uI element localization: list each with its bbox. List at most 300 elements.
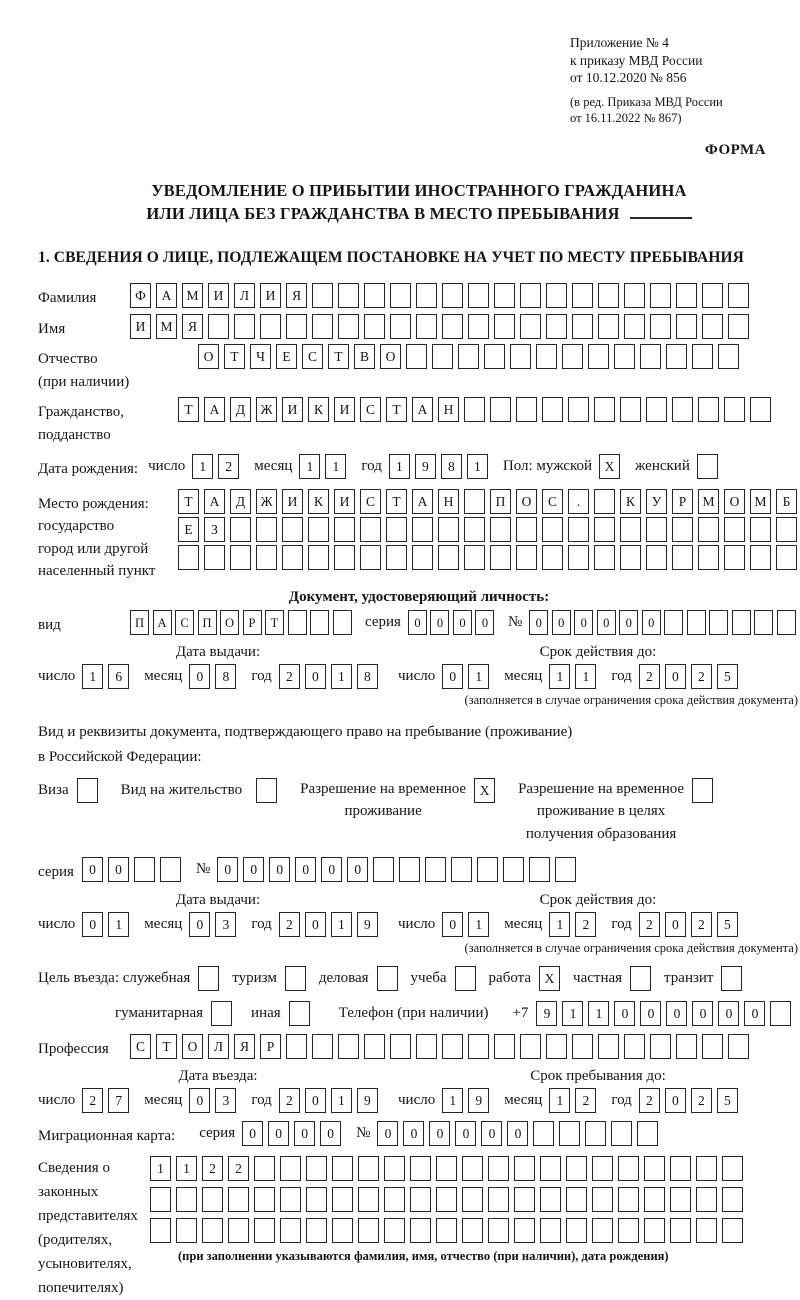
form-cell[interactable]: М bbox=[750, 489, 771, 514]
form-cell[interactable]: Н bbox=[438, 397, 459, 422]
form-cell[interactable] bbox=[462, 1218, 483, 1243]
form-cell[interactable]: 0 bbox=[294, 1121, 315, 1146]
form-cell[interactable]: 0 bbox=[744, 1001, 765, 1026]
form-cell[interactable] bbox=[516, 517, 537, 542]
form-cell[interactable] bbox=[468, 314, 489, 339]
form-cell[interactable] bbox=[384, 1156, 405, 1181]
form-cell[interactable] bbox=[542, 545, 563, 570]
form-cell[interactable]: 9 bbox=[536, 1001, 557, 1026]
form-cell[interactable]: Л bbox=[234, 283, 255, 308]
form-cell[interactable] bbox=[332, 1156, 353, 1181]
form-cell[interactable] bbox=[410, 1156, 431, 1181]
form-cell[interactable] bbox=[721, 966, 742, 991]
form-cell[interactable]: Р bbox=[260, 1034, 281, 1059]
form-cell[interactable] bbox=[598, 314, 619, 339]
form-cell[interactable] bbox=[234, 314, 255, 339]
form-cell[interactable]: 0 bbox=[321, 857, 342, 882]
form-cell[interactable] bbox=[722, 1156, 743, 1181]
form-cell[interactable]: 0 bbox=[269, 857, 290, 882]
form-cell[interactable]: С bbox=[175, 610, 194, 635]
form-cell[interactable]: 7 bbox=[108, 1088, 129, 1113]
form-cell[interactable] bbox=[306, 1187, 327, 1212]
form-cell[interactable] bbox=[332, 1218, 353, 1243]
form-cell[interactable] bbox=[390, 1034, 411, 1059]
form-cell[interactable] bbox=[594, 397, 615, 422]
form-cell[interactable] bbox=[254, 1187, 275, 1212]
form-cell[interactable] bbox=[592, 1218, 613, 1243]
form-cell[interactable] bbox=[676, 1034, 697, 1059]
form-cell[interactable]: Б bbox=[776, 489, 797, 514]
form-cell[interactable] bbox=[724, 545, 745, 570]
form-cell[interactable]: 0 bbox=[408, 610, 427, 635]
form-cell[interactable] bbox=[520, 1034, 541, 1059]
form-cell[interactable]: 3 bbox=[215, 1088, 236, 1113]
form-cell[interactable] bbox=[698, 517, 719, 542]
form-cell[interactable] bbox=[722, 1187, 743, 1212]
form-cell[interactable]: И bbox=[130, 314, 151, 339]
form-cell[interactable] bbox=[562, 344, 583, 369]
form-cell[interactable] bbox=[390, 283, 411, 308]
form-cell[interactable]: А bbox=[204, 489, 225, 514]
form-cell[interactable] bbox=[488, 1218, 509, 1243]
form-cell[interactable] bbox=[566, 1156, 587, 1181]
form-cell[interactable]: 0 bbox=[295, 857, 316, 882]
form-cell[interactable] bbox=[594, 489, 615, 514]
form-cell[interactable] bbox=[289, 1001, 310, 1026]
form-cell[interactable]: X bbox=[539, 966, 560, 991]
form-cell[interactable] bbox=[572, 1034, 593, 1059]
form-cell[interactable]: О bbox=[724, 489, 745, 514]
form-cell[interactable] bbox=[728, 1034, 749, 1059]
form-cell[interactable]: 2 bbox=[639, 1088, 660, 1113]
form-cell[interactable]: Я bbox=[234, 1034, 255, 1059]
form-cell[interactable]: 0 bbox=[442, 912, 463, 937]
form-cell[interactable]: 1 bbox=[389, 454, 410, 479]
form-cell[interactable]: 0 bbox=[481, 1121, 502, 1146]
form-cell[interactable] bbox=[230, 517, 251, 542]
form-cell[interactable] bbox=[687, 610, 706, 635]
form-cell[interactable]: 1 bbox=[588, 1001, 609, 1026]
form-cell[interactable]: 0 bbox=[243, 857, 264, 882]
form-cell[interactable] bbox=[150, 1218, 171, 1243]
form-cell[interactable]: 0 bbox=[666, 1001, 687, 1026]
form-cell[interactable] bbox=[696, 1218, 717, 1243]
form-cell[interactable]: Т bbox=[328, 344, 349, 369]
form-cell[interactable]: 0 bbox=[597, 610, 616, 635]
form-cell[interactable] bbox=[312, 1034, 333, 1059]
form-cell[interactable] bbox=[520, 314, 541, 339]
form-cell[interactable] bbox=[624, 283, 645, 308]
form-cell[interactable] bbox=[462, 1187, 483, 1212]
form-cell[interactable]: 1 bbox=[82, 664, 103, 689]
form-cell[interactable]: Д bbox=[230, 489, 251, 514]
form-cell[interactable]: О bbox=[516, 489, 537, 514]
form-cell[interactable] bbox=[150, 1187, 171, 1212]
form-cell[interactable] bbox=[754, 610, 773, 635]
form-cell[interactable]: 0 bbox=[347, 857, 368, 882]
form-cell[interactable] bbox=[386, 517, 407, 542]
form-cell[interactable] bbox=[436, 1156, 457, 1181]
form-cell[interactable]: У bbox=[646, 489, 667, 514]
form-cell[interactable]: О bbox=[380, 344, 401, 369]
form-cell[interactable]: А bbox=[412, 489, 433, 514]
form-cell[interactable]: 3 bbox=[215, 912, 236, 937]
form-cell[interactable] bbox=[211, 1001, 232, 1026]
form-cell[interactable]: М bbox=[156, 314, 177, 339]
form-cell[interactable] bbox=[202, 1218, 223, 1243]
form-cell[interactable] bbox=[516, 397, 537, 422]
form-cell[interactable] bbox=[410, 1218, 431, 1243]
form-cell[interactable] bbox=[698, 397, 719, 422]
form-cell[interactable] bbox=[285, 966, 306, 991]
form-cell[interactable]: 2 bbox=[279, 912, 300, 937]
form-cell[interactable]: 1 bbox=[176, 1156, 197, 1181]
form-cell[interactable] bbox=[410, 1187, 431, 1212]
form-cell[interactable] bbox=[568, 397, 589, 422]
form-cell[interactable] bbox=[477, 857, 498, 882]
form-cell[interactable]: П bbox=[198, 610, 217, 635]
form-cell[interactable]: 1 bbox=[150, 1156, 171, 1181]
form-cell[interactable]: 0 bbox=[665, 664, 686, 689]
form-cell[interactable] bbox=[516, 545, 537, 570]
form-cell[interactable] bbox=[312, 283, 333, 308]
form-cell[interactable] bbox=[624, 1034, 645, 1059]
form-cell[interactable] bbox=[178, 545, 199, 570]
form-cell[interactable] bbox=[676, 314, 697, 339]
form-cell[interactable] bbox=[594, 545, 615, 570]
form-cell[interactable] bbox=[702, 1034, 723, 1059]
form-cell[interactable] bbox=[644, 1187, 665, 1212]
form-cell[interactable] bbox=[306, 1156, 327, 1181]
form-cell[interactable] bbox=[134, 857, 155, 882]
form-cell[interactable] bbox=[718, 344, 739, 369]
form-cell[interactable]: 0 bbox=[614, 1001, 635, 1026]
form-cell[interactable] bbox=[438, 517, 459, 542]
form-cell[interactable] bbox=[412, 517, 433, 542]
form-cell[interactable] bbox=[594, 517, 615, 542]
form-cell[interactable] bbox=[160, 857, 181, 882]
form-cell[interactable] bbox=[202, 1187, 223, 1212]
form-cell[interactable]: 0 bbox=[305, 912, 326, 937]
form-cell[interactable] bbox=[650, 1034, 671, 1059]
form-cell[interactable] bbox=[672, 397, 693, 422]
form-cell[interactable]: 1 bbox=[549, 912, 570, 937]
form-cell[interactable]: 2 bbox=[82, 1088, 103, 1113]
form-cell[interactable] bbox=[442, 283, 463, 308]
form-cell[interactable] bbox=[490, 545, 511, 570]
form-cell[interactable] bbox=[732, 610, 751, 635]
form-cell[interactable] bbox=[672, 545, 693, 570]
form-cell[interactable] bbox=[334, 545, 355, 570]
form-cell[interactable]: Ж bbox=[256, 397, 277, 422]
form-cell[interactable] bbox=[488, 1156, 509, 1181]
form-cell[interactable]: 1 bbox=[331, 912, 352, 937]
form-cell[interactable] bbox=[494, 1034, 515, 1059]
form-cell[interactable]: Ч bbox=[250, 344, 271, 369]
form-cell[interactable]: 9 bbox=[415, 454, 436, 479]
form-cell[interactable] bbox=[650, 314, 671, 339]
form-cell[interactable]: С bbox=[360, 489, 381, 514]
form-cell[interactable]: Я bbox=[182, 314, 203, 339]
form-cell[interactable]: 2 bbox=[575, 912, 596, 937]
form-cell[interactable] bbox=[358, 1156, 379, 1181]
form-cell[interactable] bbox=[750, 397, 771, 422]
form-cell[interactable]: И bbox=[282, 489, 303, 514]
form-cell[interactable] bbox=[540, 1218, 561, 1243]
form-cell[interactable]: С bbox=[360, 397, 381, 422]
form-cell[interactable]: 1 bbox=[549, 1088, 570, 1113]
form-cell[interactable]: 2 bbox=[279, 1088, 300, 1113]
form-cell[interactable] bbox=[670, 1218, 691, 1243]
form-cell[interactable] bbox=[618, 1156, 639, 1181]
form-cell[interactable]: 1 bbox=[468, 912, 489, 937]
form-cell[interactable] bbox=[568, 517, 589, 542]
form-cell[interactable]: Р bbox=[243, 610, 262, 635]
form-cell[interactable] bbox=[455, 966, 476, 991]
form-cell[interactable] bbox=[462, 1156, 483, 1181]
form-cell[interactable] bbox=[288, 610, 307, 635]
form-cell[interactable]: В bbox=[354, 344, 375, 369]
form-cell[interactable] bbox=[709, 610, 728, 635]
form-cell[interactable] bbox=[722, 1218, 743, 1243]
form-cell[interactable] bbox=[520, 283, 541, 308]
form-cell[interactable]: Е bbox=[276, 344, 297, 369]
form-cell[interactable]: 2 bbox=[639, 664, 660, 689]
form-cell[interactable] bbox=[644, 1218, 665, 1243]
form-cell[interactable]: 0 bbox=[430, 610, 449, 635]
form-cell[interactable] bbox=[464, 489, 485, 514]
form-cell[interactable]: 0 bbox=[82, 912, 103, 937]
form-cell[interactable] bbox=[412, 545, 433, 570]
form-cell[interactable] bbox=[572, 283, 593, 308]
form-cell[interactable]: 0 bbox=[189, 912, 210, 937]
form-cell[interactable] bbox=[670, 1187, 691, 1212]
form-cell[interactable] bbox=[280, 1218, 301, 1243]
form-cell[interactable] bbox=[282, 517, 303, 542]
form-cell[interactable] bbox=[588, 344, 609, 369]
form-cell[interactable] bbox=[646, 517, 667, 542]
form-cell[interactable] bbox=[724, 517, 745, 542]
form-cell[interactable] bbox=[377, 966, 398, 991]
form-cell[interactable]: А bbox=[156, 283, 177, 308]
form-cell[interactable] bbox=[306, 1218, 327, 1243]
form-cell[interactable] bbox=[676, 283, 697, 308]
form-cell[interactable] bbox=[332, 1187, 353, 1212]
form-cell[interactable] bbox=[358, 1218, 379, 1243]
form-cell[interactable] bbox=[436, 1187, 457, 1212]
form-cell[interactable] bbox=[364, 314, 385, 339]
form-cell[interactable] bbox=[338, 314, 359, 339]
form-cell[interactable]: З bbox=[204, 517, 225, 542]
form-cell[interactable] bbox=[650, 283, 671, 308]
form-cell[interactable]: Т bbox=[156, 1034, 177, 1059]
form-cell[interactable]: 2 bbox=[279, 664, 300, 689]
form-cell[interactable]: 0 bbox=[442, 664, 463, 689]
form-cell[interactable] bbox=[592, 1187, 613, 1212]
form-cell[interactable]: 0 bbox=[268, 1121, 289, 1146]
form-cell[interactable]: 1 bbox=[108, 912, 129, 937]
form-cell[interactable]: 2 bbox=[202, 1156, 223, 1181]
form-cell[interactable]: И bbox=[334, 489, 355, 514]
form-cell[interactable] bbox=[338, 283, 359, 308]
form-cell[interactable]: 6 bbox=[108, 664, 129, 689]
form-cell[interactable] bbox=[664, 610, 683, 635]
form-cell[interactable]: X bbox=[599, 454, 620, 479]
form-cell[interactable]: 0 bbox=[82, 857, 103, 882]
form-cell[interactable] bbox=[592, 1156, 613, 1181]
form-cell[interactable] bbox=[540, 1187, 561, 1212]
form-cell[interactable] bbox=[503, 857, 524, 882]
form-cell[interactable] bbox=[436, 1218, 457, 1243]
form-cell[interactable]: 1 bbox=[299, 454, 320, 479]
form-cell[interactable] bbox=[566, 1218, 587, 1243]
form-cell[interactable]: 0 bbox=[320, 1121, 341, 1146]
form-cell[interactable]: П bbox=[490, 489, 511, 514]
form-cell[interactable]: X bbox=[474, 778, 495, 803]
form-cell[interactable] bbox=[728, 314, 749, 339]
form-cell[interactable]: 0 bbox=[640, 1001, 661, 1026]
form-cell[interactable] bbox=[228, 1218, 249, 1243]
form-cell[interactable]: 1 bbox=[325, 454, 346, 479]
form-cell[interactable]: М bbox=[698, 489, 719, 514]
form-cell[interactable] bbox=[256, 545, 277, 570]
form-cell[interactable]: Л bbox=[208, 1034, 229, 1059]
form-cell[interactable]: 1 bbox=[562, 1001, 583, 1026]
form-cell[interactable] bbox=[546, 314, 567, 339]
form-cell[interactable] bbox=[490, 397, 511, 422]
form-cell[interactable]: И bbox=[260, 283, 281, 308]
form-cell[interactable] bbox=[536, 344, 557, 369]
form-cell[interactable] bbox=[282, 545, 303, 570]
form-cell[interactable] bbox=[338, 1034, 359, 1059]
form-cell[interactable] bbox=[644, 1156, 665, 1181]
form-cell[interactable]: Н bbox=[438, 489, 459, 514]
form-cell[interactable]: С bbox=[302, 344, 323, 369]
form-cell[interactable] bbox=[696, 1187, 717, 1212]
form-cell[interactable]: 0 bbox=[377, 1121, 398, 1146]
form-cell[interactable]: 1 bbox=[331, 1088, 352, 1113]
form-cell[interactable] bbox=[776, 545, 797, 570]
form-cell[interactable] bbox=[728, 283, 749, 308]
form-cell[interactable]: 0 bbox=[475, 610, 494, 635]
form-cell[interactable] bbox=[542, 517, 563, 542]
form-cell[interactable] bbox=[692, 344, 713, 369]
form-cell[interactable] bbox=[750, 545, 771, 570]
form-cell[interactable]: И bbox=[282, 397, 303, 422]
form-cell[interactable]: Т bbox=[178, 489, 199, 514]
form-cell[interactable]: П bbox=[130, 610, 149, 635]
form-cell[interactable] bbox=[646, 397, 667, 422]
form-cell[interactable] bbox=[468, 1034, 489, 1059]
form-cell[interactable]: 2 bbox=[639, 912, 660, 937]
form-cell[interactable]: 2 bbox=[691, 912, 712, 937]
form-cell[interactable]: 1 bbox=[468, 664, 489, 689]
form-cell[interactable]: 2 bbox=[575, 1088, 596, 1113]
form-cell[interactable]: Я bbox=[286, 283, 307, 308]
form-cell[interactable] bbox=[358, 1187, 379, 1212]
form-cell[interactable] bbox=[697, 454, 718, 479]
form-cell[interactable]: 0 bbox=[529, 610, 548, 635]
form-cell[interactable]: 0 bbox=[665, 912, 686, 937]
form-cell[interactable] bbox=[514, 1187, 535, 1212]
form-cell[interactable] bbox=[228, 1187, 249, 1212]
form-cell[interactable] bbox=[542, 397, 563, 422]
form-cell[interactable]: 0 bbox=[108, 857, 129, 882]
form-cell[interactable] bbox=[566, 1187, 587, 1212]
form-cell[interactable] bbox=[386, 545, 407, 570]
form-cell[interactable]: 0 bbox=[507, 1121, 528, 1146]
form-cell[interactable] bbox=[494, 314, 515, 339]
form-cell[interactable] bbox=[624, 314, 645, 339]
form-cell[interactable] bbox=[620, 545, 641, 570]
form-cell[interactable]: К bbox=[620, 489, 641, 514]
form-cell[interactable]: А bbox=[412, 397, 433, 422]
form-cell[interactable] bbox=[334, 517, 355, 542]
form-cell[interactable]: 9 bbox=[357, 1088, 378, 1113]
form-cell[interactable] bbox=[416, 1034, 437, 1059]
form-cell[interactable] bbox=[620, 517, 641, 542]
form-cell[interactable] bbox=[611, 1121, 632, 1146]
form-cell[interactable] bbox=[468, 283, 489, 308]
form-cell[interactable]: А bbox=[204, 397, 225, 422]
form-cell[interactable] bbox=[432, 344, 453, 369]
form-cell[interactable] bbox=[620, 397, 641, 422]
form-cell[interactable]: Д bbox=[230, 397, 251, 422]
form-cell[interactable] bbox=[77, 778, 98, 803]
form-cell[interactable] bbox=[280, 1187, 301, 1212]
form-cell[interactable] bbox=[464, 517, 485, 542]
form-cell[interactable] bbox=[442, 314, 463, 339]
form-cell[interactable] bbox=[176, 1218, 197, 1243]
form-cell[interactable]: 2 bbox=[218, 454, 239, 479]
form-cell[interactable]: 1 bbox=[192, 454, 213, 479]
form-cell[interactable] bbox=[308, 517, 329, 542]
form-cell[interactable] bbox=[312, 314, 333, 339]
form-cell[interactable] bbox=[510, 344, 531, 369]
form-cell[interactable] bbox=[310, 610, 329, 635]
form-cell[interactable] bbox=[406, 344, 427, 369]
form-cell[interactable]: Т bbox=[224, 344, 245, 369]
form-cell[interactable] bbox=[698, 545, 719, 570]
form-cell[interactable]: 0 bbox=[403, 1121, 424, 1146]
form-cell[interactable] bbox=[176, 1187, 197, 1212]
form-cell[interactable]: 0 bbox=[642, 610, 661, 635]
form-cell[interactable] bbox=[618, 1187, 639, 1212]
form-cell[interactable] bbox=[425, 857, 446, 882]
form-cell[interactable]: А bbox=[153, 610, 172, 635]
form-cell[interactable] bbox=[533, 1121, 554, 1146]
form-cell[interactable] bbox=[750, 517, 771, 542]
form-cell[interactable]: 0 bbox=[242, 1121, 263, 1146]
form-cell[interactable] bbox=[540, 1156, 561, 1181]
form-cell[interactable] bbox=[529, 857, 550, 882]
form-cell[interactable]: 8 bbox=[215, 664, 236, 689]
form-cell[interactable]: 9 bbox=[468, 1088, 489, 1113]
form-cell[interactable] bbox=[254, 1218, 275, 1243]
form-cell[interactable]: 1 bbox=[575, 664, 596, 689]
form-cell[interactable] bbox=[514, 1156, 535, 1181]
form-cell[interactable] bbox=[198, 966, 219, 991]
form-cell[interactable]: 0 bbox=[453, 610, 472, 635]
form-cell[interactable] bbox=[640, 344, 661, 369]
form-cell[interactable] bbox=[384, 1187, 405, 1212]
form-cell[interactable]: 5 bbox=[717, 912, 738, 937]
form-cell[interactable] bbox=[360, 545, 381, 570]
form-cell[interactable]: О bbox=[198, 344, 219, 369]
form-cell[interactable]: 0 bbox=[189, 664, 210, 689]
form-cell[interactable] bbox=[546, 1034, 567, 1059]
form-cell[interactable]: 0 bbox=[429, 1121, 450, 1146]
